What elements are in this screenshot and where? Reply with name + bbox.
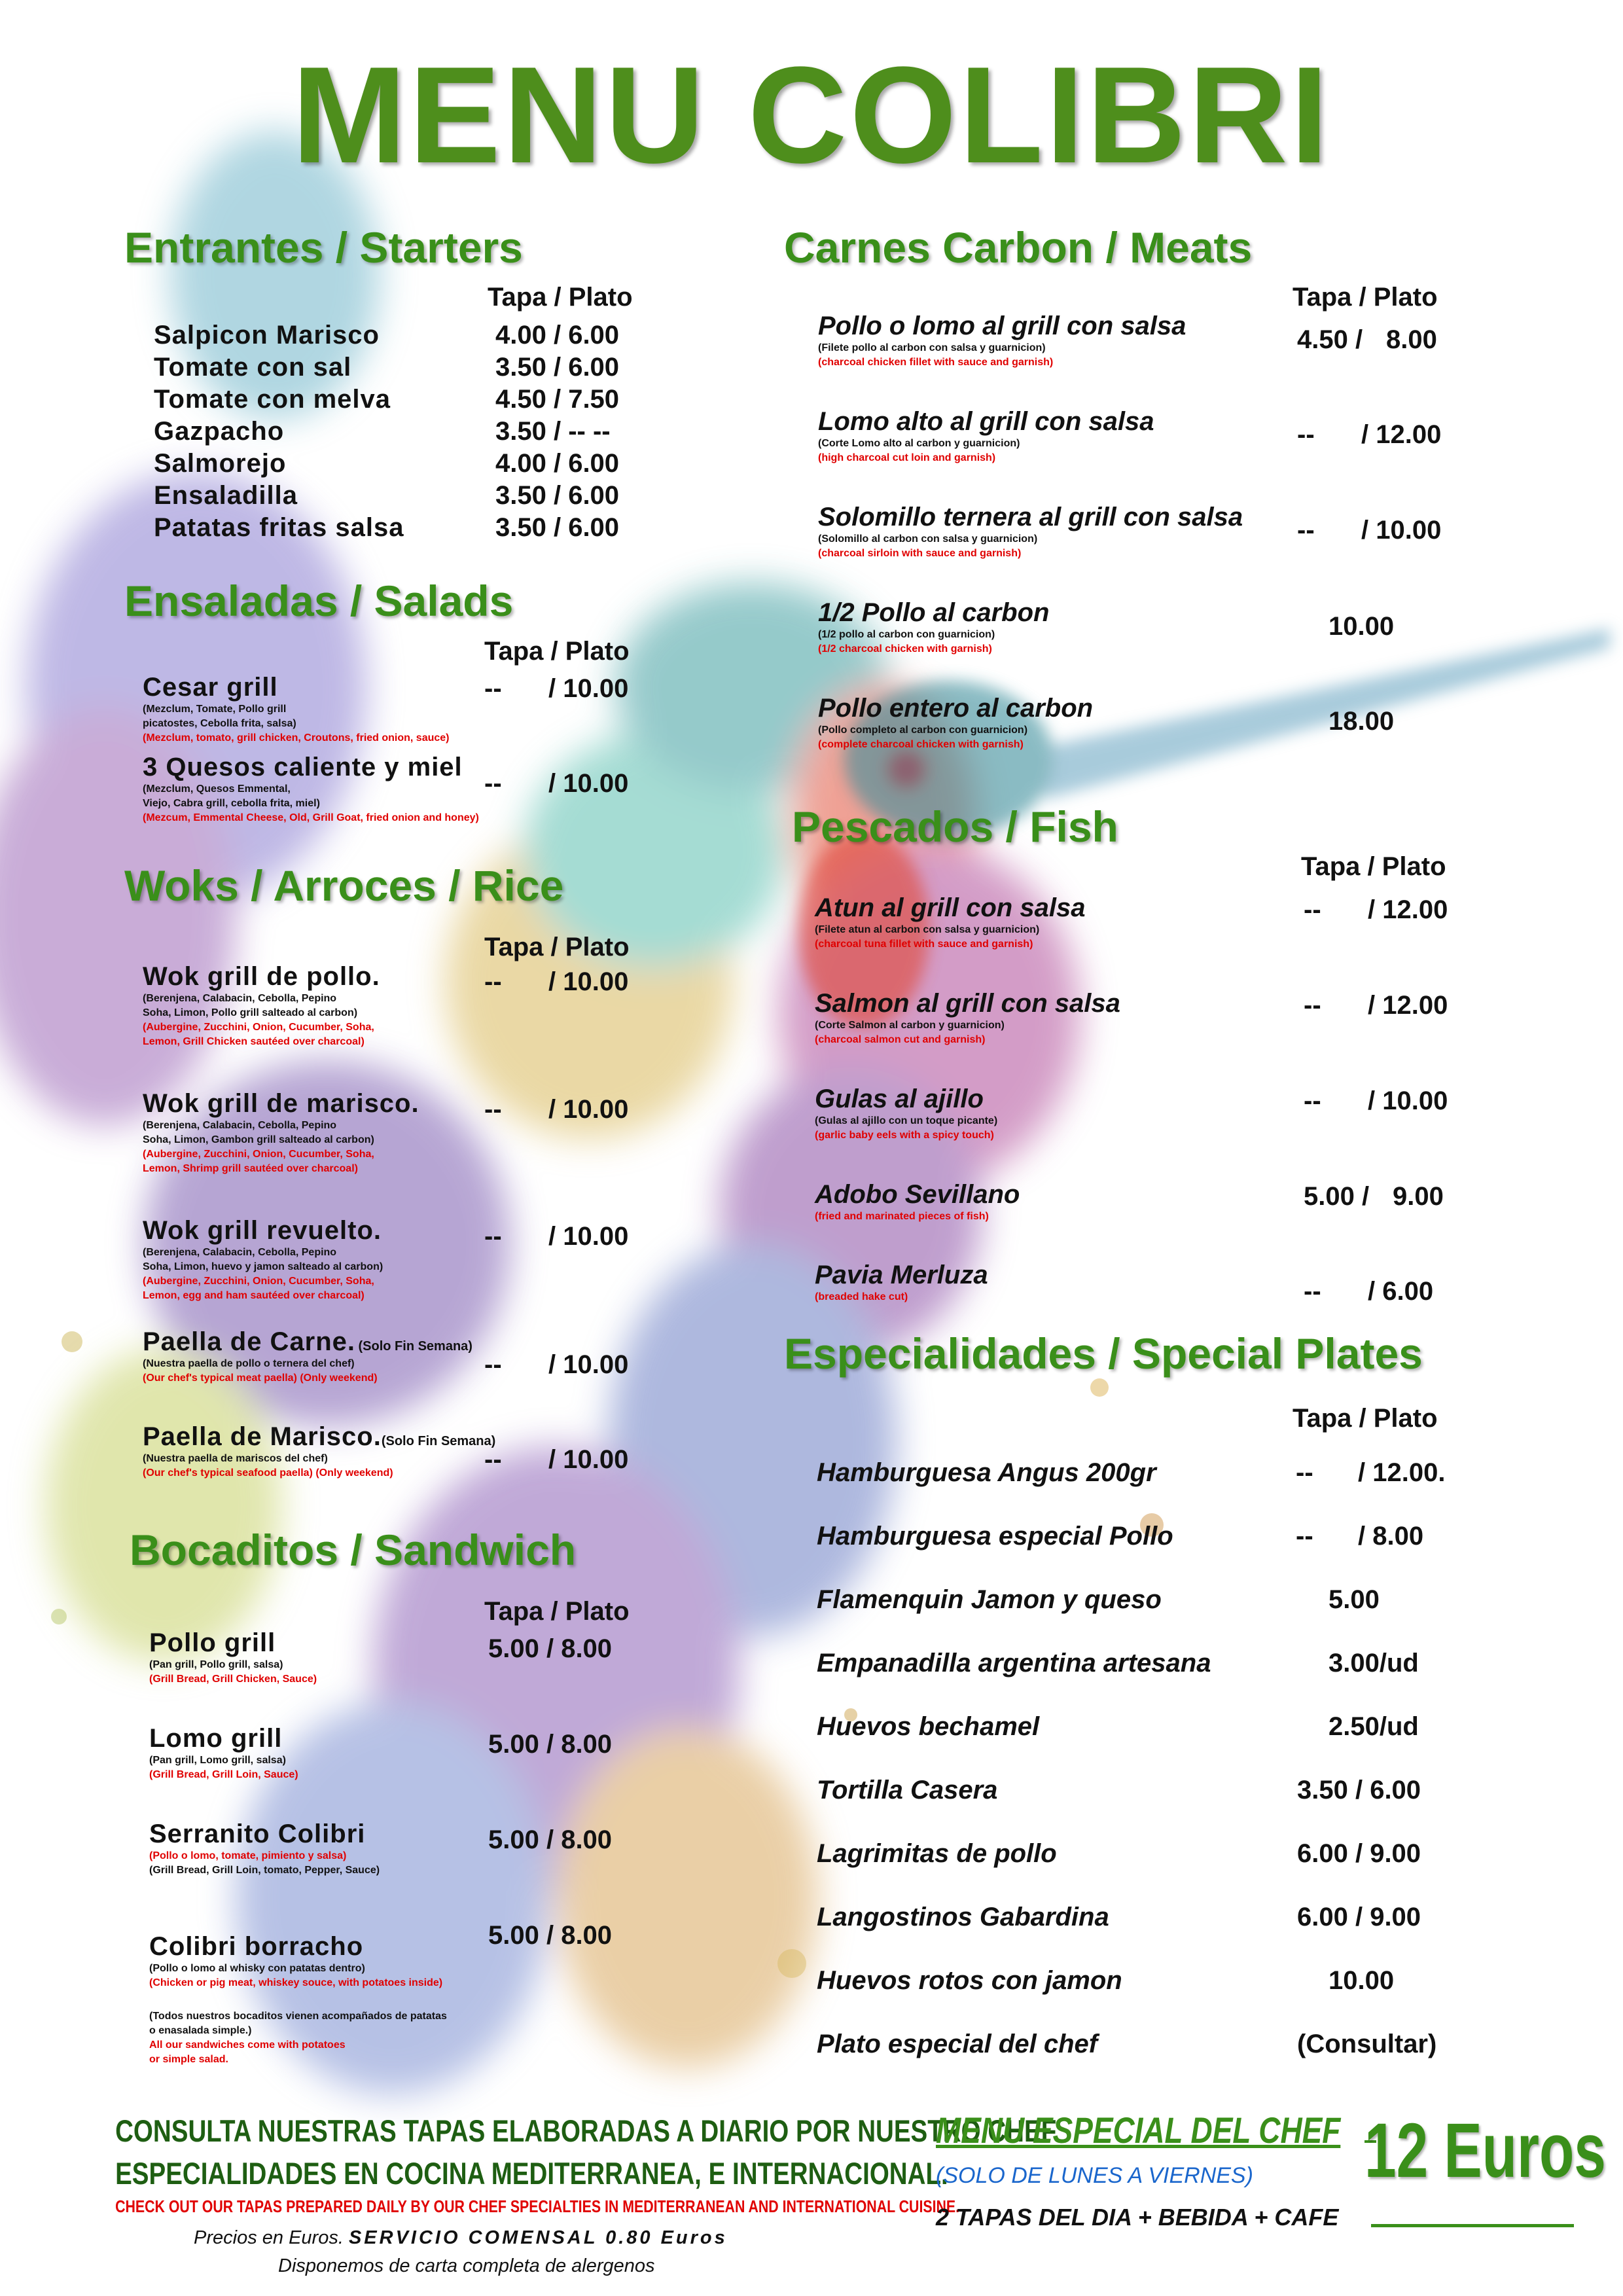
wok-name: Paella de Marisco. (143, 1422, 382, 1451)
wok-item (143, 1327, 473, 1386)
starter-name: Gazpacho (154, 417, 285, 446)
special-menu-underline (1371, 2224, 1574, 2227)
starter-price: 4.00 / 6.00 (495, 321, 620, 350)
starter-name: Ensaladilla (154, 481, 298, 510)
wok-note: (Solo Fin Semana) (358, 1339, 473, 1354)
sandwich-item (149, 1820, 380, 1878)
footer-english-notice: CHECK OUT OUR TAPAS PREPARED DAILY BY OUR CHEF SPECIALTIES IN MEDITERRANEAN AND INTERNATIONAL CUISINE. (115, 2197, 960, 2216)
starter-name: Tomate con melva (154, 385, 391, 414)
special-price: 5.00 (1329, 1585, 1380, 1614)
fish-item (815, 893, 1085, 952)
meat-tapa-price: 4.50 / (1297, 325, 1363, 354)
special-menu-price: 12 Euros (1364, 2108, 1606, 2194)
fish-name: Salmon al grill con salsa (815, 989, 1120, 1018)
prices-currency-note: Precios en Euros. (194, 2227, 344, 2248)
wok-item (143, 1422, 495, 1480)
special-price: 2.50/ud (1329, 1712, 1419, 1741)
fish-description-en: (charcoal salmon cut and garnish) (815, 1034, 986, 1045)
fish-tapa-price: -- (1304, 895, 1321, 924)
salad-name: Cesar grill (143, 673, 278, 702)
woks-heading: Woks / Arroces / Rice (124, 861, 564, 910)
sandwich-note-en: All our sandwiches come with potatoes (149, 2039, 346, 2051)
fish-description-en: (charcoal tuna fillet with sauce and garnish) (815, 939, 1033, 950)
sandwich-name: Colibri borracho (149, 1932, 364, 1961)
salads-heading: Ensaladas / Salads (124, 577, 514, 625)
sandwich-description-en: (Grill Bread, Grill Loin, tomato, Pepper, Sauce) (149, 1865, 380, 1876)
salad-description-en: (Mezclum, tomato, grill chicken, Croutons, fried onion, sauce) (143, 732, 450, 744)
sandwich-name: Pollo grill (149, 1628, 276, 1657)
salad-description: Viejo, Cabra grill, cebolla frita, miel) (143, 798, 320, 809)
fish-plato-price: / 6.00 (1368, 1277, 1434, 1306)
salad-item (143, 753, 479, 825)
fish-description-en: (breaded hake cut) (815, 1291, 908, 1302)
sandwich-description-en: (Chicken or pig meat, whiskey souce, with potatoes inside) (149, 1977, 443, 1988)
sandwich-price: 5.00 / 8.00 (488, 1634, 613, 1663)
starter-price: 4.00 / 6.00 (495, 449, 620, 478)
special-price: (Consultar) (1297, 2030, 1437, 2058)
sandwich-description: (Pan grill, Pollo grill, salsa) (149, 1659, 283, 1670)
special-name: Langostinos Gabardina (817, 1903, 1109, 1931)
wok-plato-price: / 10.00 (548, 1445, 629, 1474)
special-price: 3.50 / 6.00 (1297, 1776, 1421, 1804)
special-name: Flamenquin Jamon y queso (817, 1585, 1162, 1614)
meat-name: Solomillo ternera al grill con salsa (818, 503, 1243, 531)
special-menu-days: (SOLO DE LUNES A VIERNES) (936, 2163, 1253, 2188)
wok-description-en: Lemon, Grill Chicken sautéed over charcoal) (143, 1036, 365, 1047)
wok-description: (Berenjena, Calabacin, Cebolla, Pepino (143, 993, 337, 1004)
meat-description: (Corte Lomo alto al carbon y guarnicion) (818, 438, 1020, 449)
wok-tapa-price: -- (484, 1445, 502, 1474)
special-name: Hamburguesa especial Pollo (817, 1522, 1173, 1551)
starter-name: Salpicon Marisco (154, 321, 380, 350)
sandwich-price: 5.00 / 8.00 (488, 1730, 613, 1759)
fish-item (815, 1261, 988, 1304)
special-name: Hamburguesa Angus 200gr (817, 1458, 1156, 1487)
special-price: 6.00 / 9.00 (1297, 1903, 1421, 1931)
special-menu-content: 2 TAPAS DEL DIA + BEBIDA + CAFE (936, 2204, 1339, 2231)
fish-heading: Pescados / Fish (792, 802, 1118, 851)
fish-item (815, 1085, 997, 1143)
wok-plato-price: / 10.00 (548, 1095, 629, 1124)
menu-title: MENU COLIBRI (292, 38, 1331, 192)
sandwich-note-en: or simple salad. (149, 2054, 228, 2065)
wok-plato-price: / 10.00 (548, 967, 629, 996)
wok-description: Soha, Limon, Pollo grill salteado al carbon) (143, 1007, 358, 1018)
wok-description: (Nuestra paella de mariscos del chef) (143, 1453, 328, 1464)
salad-description-en: (Mezcum, Emmental Cheese, Old, Grill Goat, fried onion and honey) (143, 812, 479, 823)
meat-item (818, 407, 1154, 465)
salad-item (143, 673, 450, 745)
wok-tapa-price: -- (484, 1095, 502, 1124)
special-tapa-price: -- (1296, 1458, 1313, 1487)
wok-description-en: (Our chef's typical seafood paella) (Only weekend) (143, 1467, 393, 1479)
fish-name: Gulas al ajillo (815, 1085, 984, 1113)
special-plato-price: / 8.00 (1358, 1522, 1424, 1551)
footer-prices-service (194, 2227, 728, 2249)
fish-tapa-price: -- (1304, 1086, 1321, 1115)
fish-plato-price: / 12.00 (1368, 991, 1448, 1020)
meat-description-en: (1/2 charcoal chicken with garnish) (818, 643, 992, 655)
meat-tapa-price: -- (1297, 420, 1315, 449)
sandwich-item (149, 1628, 317, 1687)
wok-plato-price: / 10.00 (548, 1350, 629, 1379)
sandwich-item (149, 1932, 442, 1990)
wok-description: (Nuestra paella de pollo o ternera del chef) (143, 1358, 355, 1369)
footer-tapas-notice: CONSULTA NUESTRAS TAPAS ELABORADAS A DIARIO POR NUESTRO CHEF (115, 2113, 1057, 2148)
fish-description-en: (garlic baby eels with a spicy touch) (815, 1130, 994, 1141)
fish-item (815, 1180, 1020, 1224)
sandwich-heading: Bocaditos / Sandwich (130, 1526, 577, 1574)
meat-name: 1/2 Pollo al carbon (818, 598, 1050, 627)
starter-price: 3.50 / 6.00 (495, 513, 620, 542)
meat-item (818, 694, 1093, 752)
meat-tapa-price: -- (1297, 516, 1315, 545)
starter-name: Patatas fritas salsa (154, 513, 404, 542)
wok-description-en: (Our chef's typical meat paella) (Only weekend) (143, 1372, 378, 1384)
wok-description: (Berenjena, Calabacin, Cebolla, Pepino (143, 1247, 337, 1258)
allergens-note: Disponemos de carta completa de alergenos (278, 2255, 655, 2276)
special-tapa-price: -- (1296, 1522, 1313, 1551)
special-plato-price: / 12.00. (1358, 1458, 1446, 1487)
meat-price: 10.00 (1329, 612, 1395, 641)
wok-description-en: (Aubergine, Zucchini, Onion, Cucumber, Soha, (143, 1149, 374, 1160)
sandwich-description-en: (Grill Bread, Grill Chicken, Sauce) (149, 1674, 317, 1685)
special-menu-title: MENU ESPECIAL DEL CHEF (936, 2109, 1341, 2151)
woks-tapa-plato-label: Tapa / Plato (484, 933, 630, 961)
fish-name: Atun al grill con salsa (815, 893, 1086, 922)
sandwich-description-es: (Pollo o lomo, tomate, pimiento y salsa) (149, 1850, 347, 1861)
sandwich-note (149, 2009, 447, 2067)
meat-name: Lomo alto al grill con salsa (818, 407, 1154, 436)
wok-tapa-price: -- (484, 1222, 502, 1251)
meat-item (818, 598, 1049, 656)
wok-description: (Berenjena, Calabacin, Cebolla, Pepino (143, 1120, 337, 1131)
meat-description-en: (charcoal chicken fillet with sauce and garnish) (818, 357, 1054, 368)
meats-tapa-plato-label: Tapa / Plato (1293, 283, 1438, 312)
wok-tapa-price: -- (484, 1350, 502, 1379)
specials-tapa-plato-label: Tapa / Plato (1293, 1404, 1438, 1433)
service-charge-note: SERVICIO COMENSAL 0.80 Euros (348, 2227, 728, 2248)
wok-item (143, 962, 380, 1049)
wok-description-en: (Aubergine, Zucchini, Onion, Cucumber, Soha, (143, 1276, 374, 1287)
meat-item (818, 312, 1186, 370)
wok-note: (Solo Fin Semana) (381, 1434, 496, 1448)
meat-plato-price: 8.00 (1386, 325, 1437, 354)
special-name: Lagrimitas de pollo (817, 1839, 1057, 1868)
wok-description: Soha, Limon, huevo y jamon salteado al carbon) (143, 1261, 383, 1272)
fish-tapa-plato-label: Tapa / Plato (1301, 852, 1446, 881)
salad-plato-price: / 10.00 (548, 769, 629, 798)
sandwich-description: (Pollo o lomo al whisky con patatas dentro) (149, 1963, 365, 1974)
sandwich-name: Lomo grill (149, 1724, 283, 1753)
salad-name: 3 Quesos caliente y miel (143, 753, 463, 781)
wok-item (143, 1216, 383, 1303)
meat-item (818, 503, 1243, 561)
wok-description-en: (Aubergine, Zucchini, Onion, Cucumber, Soha, (143, 1022, 374, 1033)
fish-plato-price: / 12.00 (1368, 895, 1448, 924)
sandwich-item (149, 1724, 298, 1782)
starter-name: Tomate con sal (154, 353, 352, 382)
special-name: Empanadilla argentina artesana (817, 1649, 1211, 1677)
wok-description-en: Lemon, egg and ham sautéed over charcoal) (143, 1290, 365, 1301)
wok-name: Wok grill de pollo. (143, 962, 380, 991)
meat-description-en: (high charcoal cut loin and garnish) (818, 452, 996, 463)
starter-price: 3.50 / 6.00 (495, 481, 620, 510)
fish-tapa-price: -- (1304, 991, 1321, 1020)
fish-name: Pavia Merluza (815, 1261, 988, 1289)
wok-description: Soha, Limon, Gambon grill salteado al carbon) (143, 1134, 374, 1145)
sandwich-price: 5.00 / 8.00 (488, 1921, 613, 1950)
starters-tapa-plato-label: Tapa / Plato (488, 283, 633, 312)
meat-description: (Filete pollo al carbon con salsa y guarnicion) (818, 342, 1046, 353)
salad-tapa-price: -- (484, 674, 502, 703)
fish-tapa-price: -- (1304, 1277, 1321, 1306)
meat-description-en: (charcoal sirloin with sauce and garnish) (818, 548, 1022, 559)
sandwich-name: Serranito Colibri (149, 1820, 366, 1848)
fish-description: (Corte Salmon al carbon y guarnicion) (815, 1020, 1005, 1031)
meat-name: Pollo entero al carbon (818, 694, 1094, 723)
sandwich-note-es: o enasalada simple.) (149, 2025, 252, 2036)
salad-description: (Mezclum, Tomate, Pollo grill (143, 704, 287, 715)
wok-name: Paella de Carne. (143, 1327, 356, 1356)
fish-name: Adobo Sevillano (815, 1180, 1020, 1209)
meat-description: (Solomillo al carbon con salsa y guarnicion) (818, 533, 1038, 545)
special-name: Huevos bechamel (817, 1712, 1040, 1741)
sandwich-price: 5.00 / 8.00 (488, 1825, 613, 1854)
sandwich-note-es: (Todos nuestros bocaditos vienen acompañados de patatas (149, 2011, 447, 2022)
meats-heading: Carnes Carbon / Meats (784, 223, 1253, 272)
fish-plato-price: / 10.00 (1368, 1086, 1448, 1115)
fish-plato-price: 9.00 (1393, 1182, 1444, 1211)
starter-name: Salmorejo (154, 449, 287, 478)
salad-description: (Mezclum, Quesos Emmental, (143, 783, 291, 795)
wok-name: Wok grill revuelto. (143, 1216, 382, 1245)
starter-price: 3.50 / 6.00 (495, 353, 620, 382)
wok-name: Wok grill de marisco. (143, 1089, 419, 1118)
meat-description-en: (complete charcoal chicken with garnish) (818, 739, 1024, 750)
starters-heading: Entrantes / Starters (124, 223, 523, 272)
salad-description: picatostes, Cebolla frita, salsa) (143, 718, 296, 729)
starter-price: 4.50 / 7.50 (495, 385, 620, 414)
sandwich-tapa-plato-label: Tapa / Plato (484, 1597, 630, 1626)
sandwich-description: (Pan grill, Lomo grill, salsa) (149, 1755, 286, 1766)
meat-plato-price: / 12.00 (1361, 420, 1442, 449)
salad-tapa-price: -- (484, 769, 502, 798)
meat-description: (Pollo completo al carbon con guarnicion) (818, 725, 1028, 736)
starter-price: 3.50 / -- -- (495, 417, 611, 446)
fish-tapa-price: 5.00 / (1304, 1182, 1370, 1211)
fish-description-en: (fried and marinated pieces of fish) (815, 1211, 989, 1222)
sandwich-description-en: (Grill Bread, Grill Loin, Sauce) (149, 1769, 298, 1780)
special-name: Plato especial del chef (817, 2030, 1098, 2058)
special-price: 3.00/ud (1329, 1649, 1419, 1677)
meat-plato-price: / 10.00 (1361, 516, 1442, 545)
special-name: Tortilla Casera (817, 1776, 998, 1804)
special-price: 10.00 (1329, 1966, 1395, 1995)
specials-heading: Especialidades / Special Plates (784, 1329, 1423, 1378)
wok-plato-price: / 10.00 (548, 1222, 629, 1251)
fish-description: (Gulas al ajillo con un toque picante) (815, 1115, 998, 1126)
salads-tapa-plato-label: Tapa / Plato (484, 637, 630, 666)
salad-plato-price: / 10.00 (548, 674, 629, 703)
wok-tapa-price: -- (484, 967, 502, 996)
fish-description: (Filete atun al carbon con salsa y guarnicion) (815, 924, 1040, 935)
footer-specialties-notice: ESPECIALIDADES EN COCINA MEDITERRANEA, E INTERNACIONAL. (115, 2156, 948, 2191)
meat-name: Pollo o lomo al grill con salsa (818, 312, 1186, 340)
special-price: 6.00 / 9.00 (1297, 1839, 1421, 1868)
fish-item (815, 989, 1120, 1047)
meat-description: (1/2 pollo al carbon con guarnicion) (818, 629, 995, 640)
wok-item (143, 1089, 419, 1176)
meat-price: 18.00 (1329, 707, 1395, 736)
wok-description-en: Lemon, Shrimp grill sautéed over charcoal) (143, 1163, 358, 1174)
special-name: Huevos rotos con jamon (817, 1966, 1122, 1995)
